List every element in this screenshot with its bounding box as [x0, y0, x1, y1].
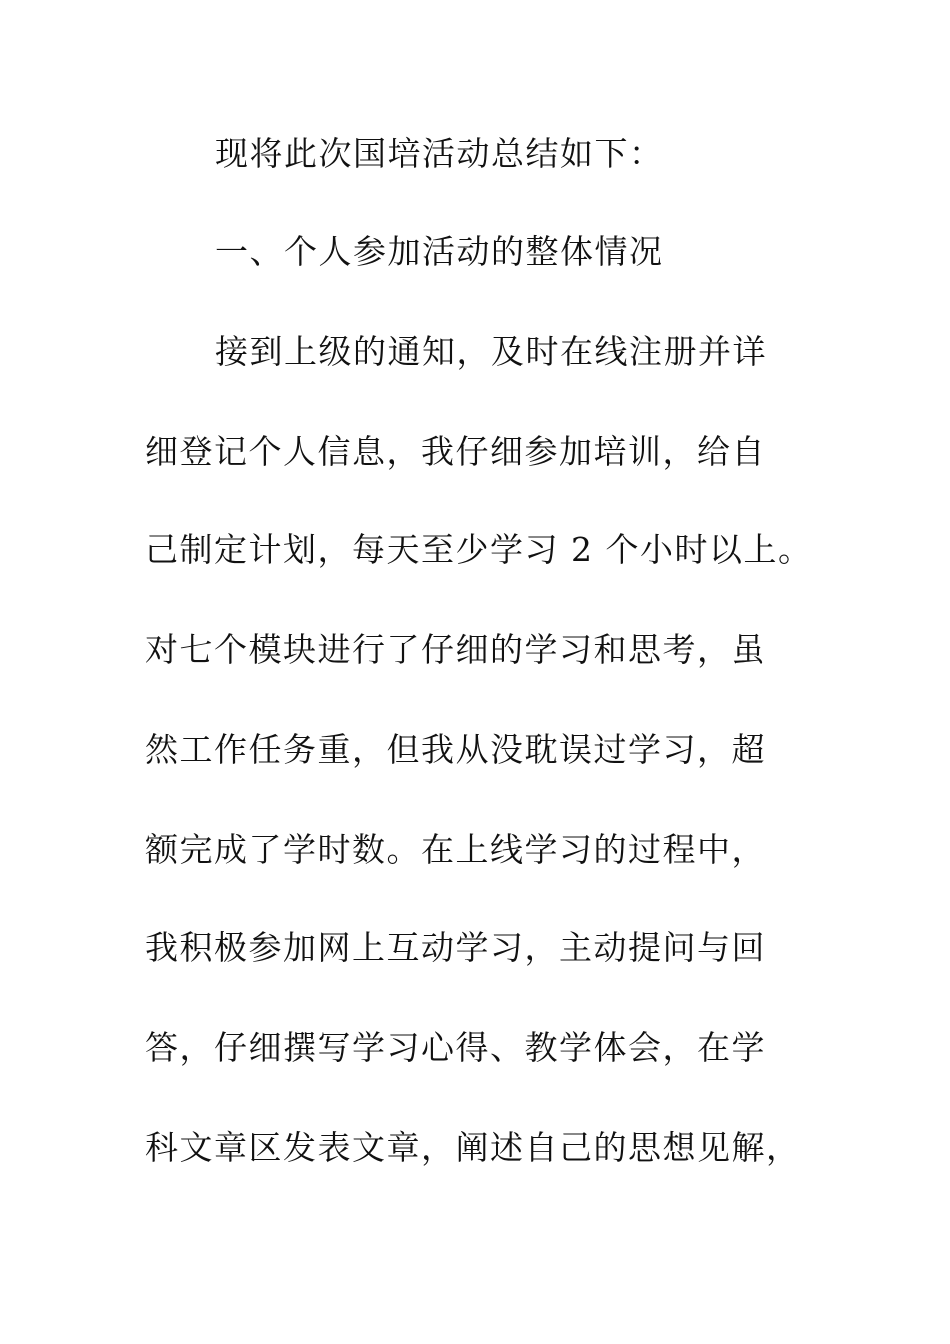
- section-heading: 一、个人参加活动的整体情况: [215, 232, 664, 271]
- paragraph-line: 己制定计划，每天至少学习 2 个小时以上。: [145, 530, 813, 569]
- paragraph-line: 对七个模块进行了仔细的学习和思考，虽: [145, 630, 766, 669]
- paragraph-line: 我积极参加网上互动学习，主动提问与回: [145, 928, 766, 967]
- paragraph-line: 细登记个人信息，我仔细参加培训，给自: [145, 432, 766, 471]
- paragraph-line: 答，仔细撰写学习心得、教学体会，在学: [145, 1028, 766, 1067]
- paragraph-line: 额完成了学时数。在上线学习的过程中，: [145, 830, 766, 869]
- paragraph-line: 科文章区发表文章，阐述自己的思想见解，: [145, 1128, 801, 1167]
- intro-line: 现将此次国培活动总结如下：: [215, 134, 664, 173]
- paragraph-line: 接到上级的通知，及时在线注册并详: [215, 332, 767, 371]
- paragraph-line: 然工作任务重，但我从没耽误过学习，超: [145, 730, 766, 769]
